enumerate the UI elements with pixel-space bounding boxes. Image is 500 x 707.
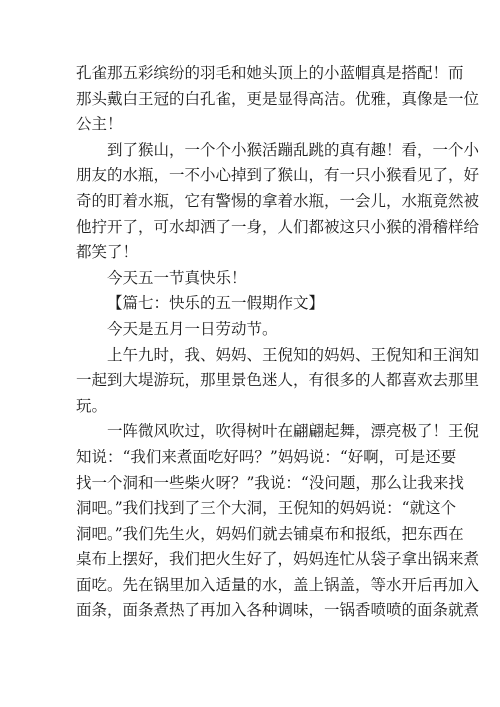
text-line: 到了猴山，一个个小猴活蹦乱跳的真有趣！看，一个小	[107, 140, 480, 159]
text-line: 面条，面条煮热了再加入各种调味，一锅香喷喷的面条就煮	[76, 601, 480, 620]
text-line: 今天是五月一日劳动节。	[107, 319, 278, 338]
text-line: 今天五一节真快乐！	[107, 268, 247, 287]
text-line: 奇的盯着水瓶，它有警惕的拿着水瓶，一会儿，水瓶竟然被	[76, 191, 480, 210]
text-line: 朋友的水瓶，一不小心掉到了猴山，有一只小猴看见了，好	[76, 166, 480, 185]
text-line: 面吃。先在锅里加入适量的水，盖上锅盖，等水开后再加入	[76, 575, 480, 594]
text-line: 知说：“我们来煮面吃好吗？”妈妈说：“好啊，可是还要	[76, 447, 457, 466]
text-line: 公主！	[76, 115, 123, 134]
text-line: 洞吧。”我们先生火，妈妈们就去铺桌布和报纸，把东西在	[76, 524, 464, 543]
text-line: 桌布上摆好，我们把火生好了，妈妈连忙从袋子拿出锅来煮	[76, 550, 480, 569]
text-line: 上午九时，我、妈妈、王倪知的妈妈、王倪知和王润知	[107, 345, 480, 364]
text-line: 洞吧。”我们找到了三个大洞，王倪知的妈妈说：“就这个	[76, 499, 457, 518]
text-line: 玩。	[76, 396, 108, 415]
section-heading: 【篇七：快乐的五一假期作文】	[107, 294, 325, 313]
text-line: 都笑了！	[76, 243, 139, 262]
text-line: 一起到大堤游玩，那里景色迷人，有很多的人都喜欢去那里	[76, 371, 480, 390]
text-line: 他拧开了，可水却洒了一身，人们都被这只小猴的滑稽样给	[76, 217, 480, 236]
text-line: 那头戴白王冠的白孔雀，更是显得高洁。优雅，真像是一位	[76, 89, 480, 108]
text-line: 找一个洞和一些柴火呀？”我说：“没问题，那么让我来找	[76, 473, 464, 492]
text-line: 孔雀那五彩缤纷的羽毛和她头顶上的小蓝帽真是搭配！而	[76, 64, 464, 82]
article-body	[76, 61, 480, 624]
text-line: 一阵微风吹过，吹得树叶在翩翩起舞，漂亮极了！王倪	[107, 422, 480, 441]
